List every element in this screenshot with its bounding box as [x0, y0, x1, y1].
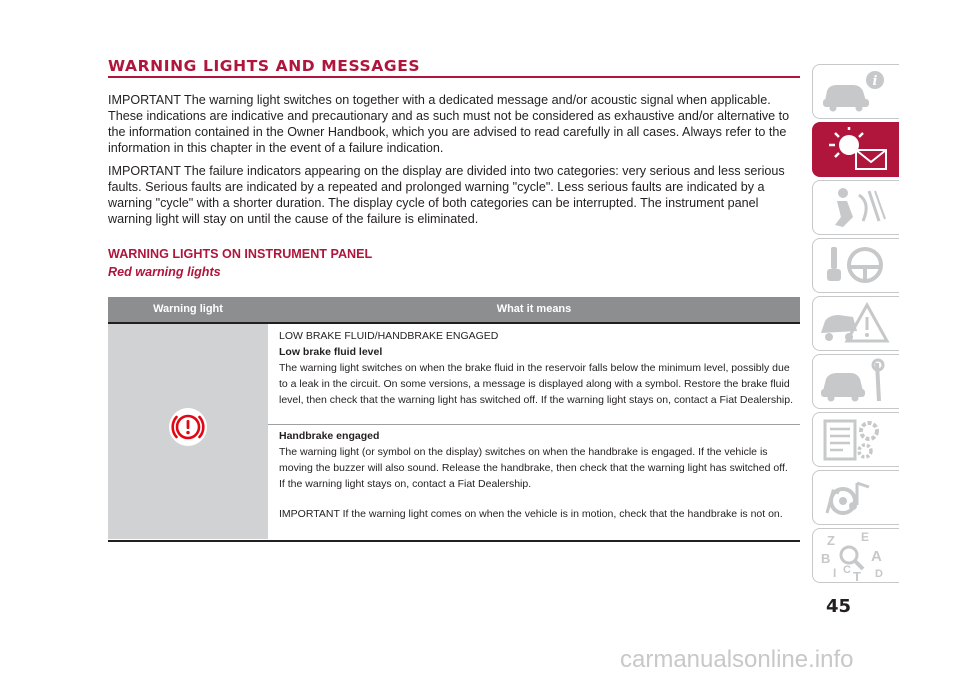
chapter-tab-multimedia[interactable]: [812, 470, 899, 525]
chapter-tab-car-info[interactable]: [812, 64, 899, 119]
chapter-tab-starting-driving[interactable]: [812, 238, 899, 293]
table-bottom-rule: [108, 540, 800, 542]
row-caption: LOW BRAKE FLUID/HANDBRAKE ENGAGED: [279, 330, 499, 342]
title-rule: [108, 76, 800, 78]
chapter-tab-maintenance[interactable]: [812, 354, 899, 409]
svg-text:i: i: [872, 74, 878, 89]
header-warning-light: Warning light: [153, 303, 223, 315]
low-brake-fluid-text: The warning light switches on when the brake fluid in the reservoir falls below the minimum level, possibly due to a leak in the circuit. On some versions, a message is displayed along with a symbol. Restore the brake fluid level, then check that the warning light has switched off. If the warning light stays on, contact a Fiat Dealership.: [279, 362, 794, 406]
page-title: WARNING LIGHTS AND MESSAGES: [108, 57, 421, 75]
watermark: carmanualsonline.info: [620, 646, 854, 673]
svg-text:I: I: [833, 566, 837, 580]
technical-data-icon: [813, 413, 899, 466]
brake-warning-icon: [168, 407, 208, 447]
header-what-it-means: What it means: [496, 303, 572, 315]
chapter-tab-emergency[interactable]: [812, 296, 899, 351]
intro-paragraph-1: IMPORTANT The warning light switches on together with a dedicated message and/or acoustic signal when applicable. These indications are indicative and precautionary and as such must not be considered as exhaustive and/or alternative to the information contained in the Owner Handbook, which you are advised to read carefully in all cases. Always refer to the information in this chapter in the event of a failure indication.: [108, 93, 790, 155]
safety-airbag-icon: [813, 181, 899, 234]
row-divider: [268, 424, 800, 425]
handbrake-text: The warning light (or symbol on the display) switches on when the handbrake is engaged. If the vehicle is moving the buzzer will also sound. Release the handbrake, then check that the warning light has switched off. If the warning light stays on, contact a Fiat Dealership.: [279, 446, 788, 490]
svg-text:B: B: [821, 551, 831, 566]
starting-driving-icon: [813, 239, 899, 292]
handbrake-block: [279, 428, 794, 522]
handbrake-important: IMPORTANT If the warning light comes on when the vehicle is in motion, check that the handbrake is not on.: [279, 508, 783, 520]
low-brake-fluid-title: Low brake fluid level: [279, 346, 383, 358]
car-info-icon: [813, 65, 899, 118]
emergency-icon: [813, 297, 899, 350]
multimedia-icon: [813, 471, 899, 524]
section-subheading: Red warning lights: [108, 265, 221, 279]
svg-text:E: E: [861, 530, 870, 544]
svg-text:Z: Z: [827, 533, 835, 548]
section-heading: WARNING LIGHTS ON INSTRUMENT PANEL: [108, 247, 373, 261]
handbrake-title: Handbrake engaged: [279, 430, 380, 442]
table-header: [108, 297, 800, 322]
intro-paragraph-2: IMPORTANT The failure indicators appearing on the display are divided into two categories: very serious and less serious faults. Serious faults are indicated by a repeated and prolonged warning "cycle". Less serious faults are indicated by a warning "cycle" with a shorter duration. The display cycle of both categories can be interrupted. The instrument panel warning light will stay on until the cause of the failure is eliminated.: [108, 164, 785, 226]
warning-light-cell: [108, 324, 268, 539]
index-icon: [813, 529, 899, 582]
chapter-tab-safety[interactable]: [812, 180, 899, 235]
svg-text:C: C: [843, 564, 851, 576]
svg-text:D: D: [875, 568, 883, 580]
low-brake-fluid-block: [279, 328, 794, 408]
chapter-tab-index[interactable]: [812, 528, 899, 583]
page-number: 45: [826, 596, 852, 617]
chapter-tab-technical-data[interactable]: [812, 412, 899, 467]
maintenance-icon: [813, 355, 899, 408]
chapter-tab-warning-lights[interactable]: [812, 122, 899, 177]
svg-text:A: A: [871, 548, 882, 565]
warning-lights-table: [108, 297, 800, 542]
warning-lights-messages-icon: [813, 123, 899, 176]
svg-text:T: T: [853, 569, 861, 582]
